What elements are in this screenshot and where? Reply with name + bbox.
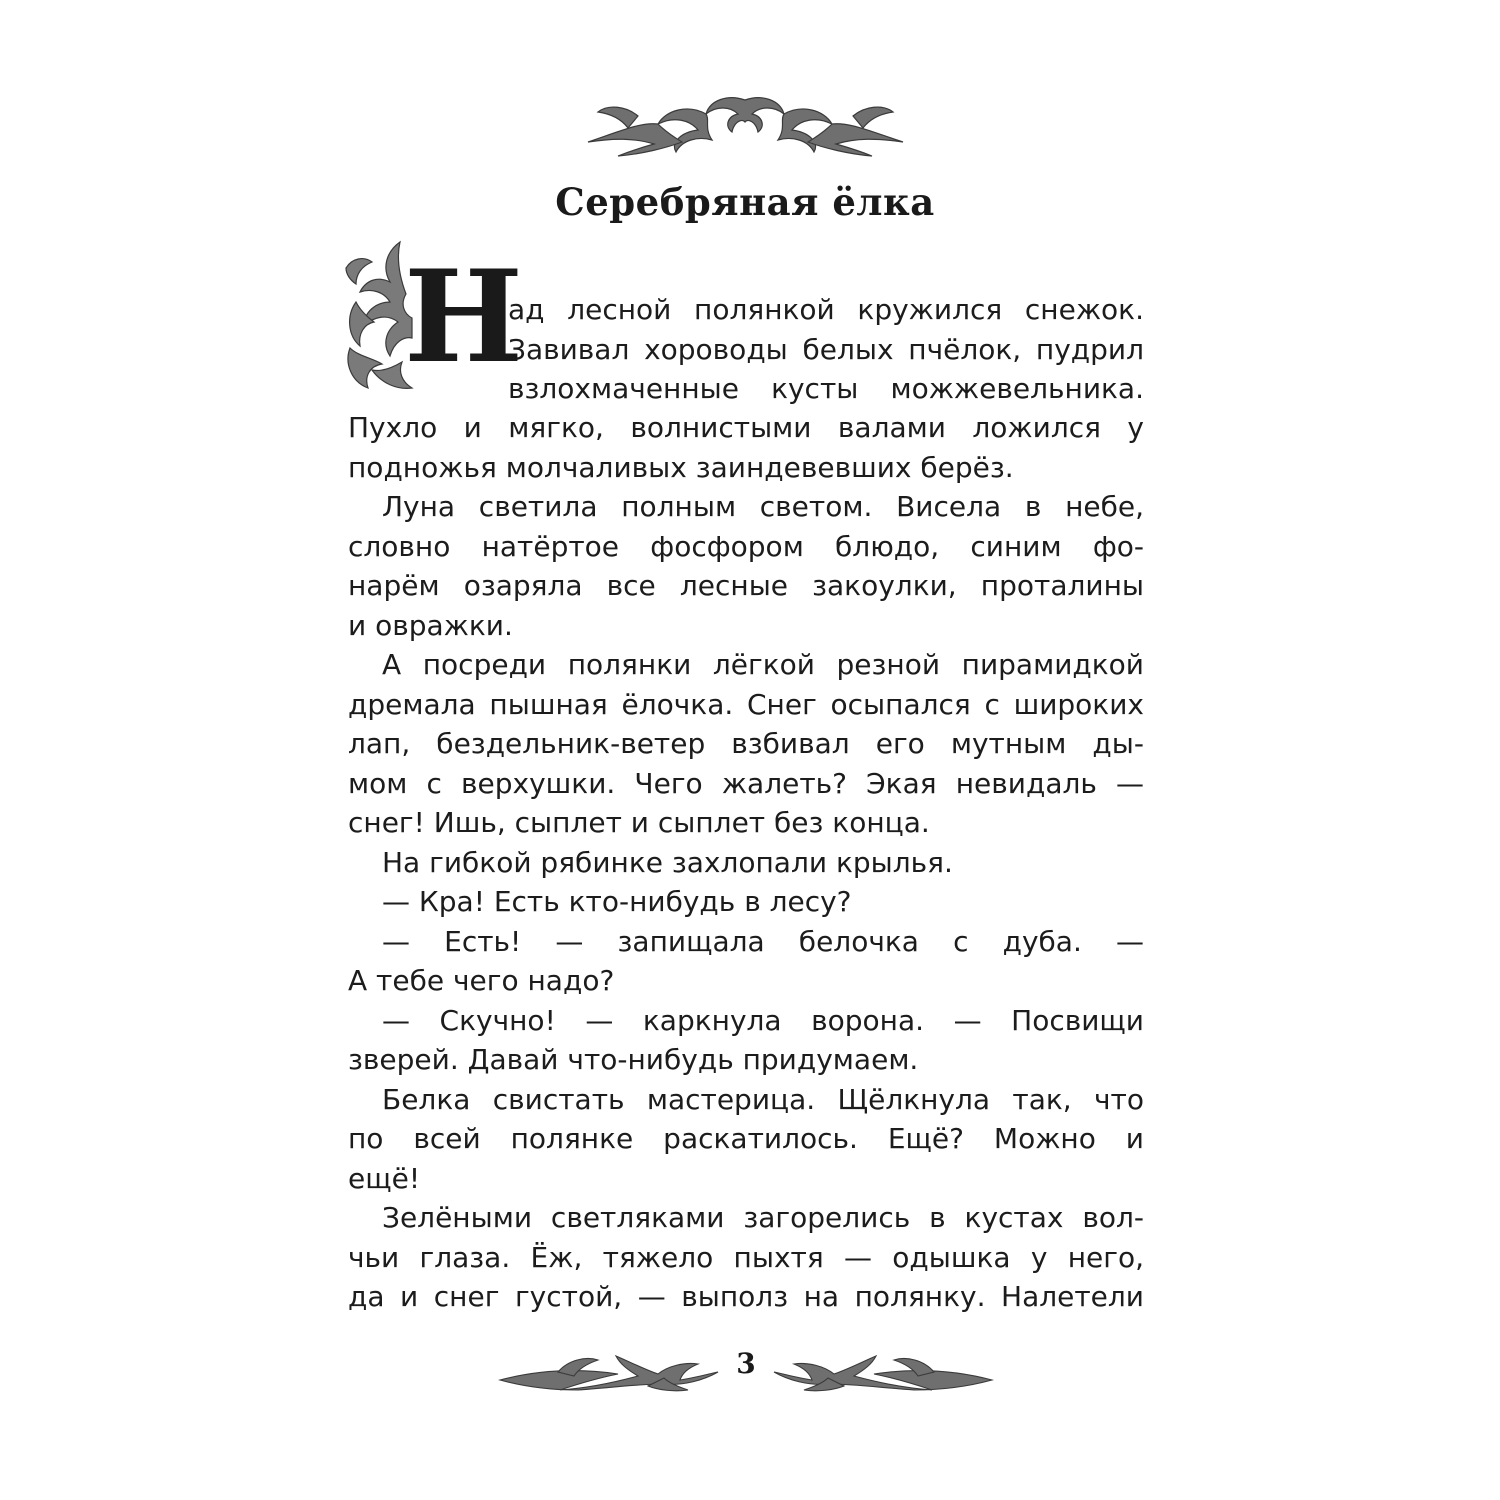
text-line: ад лесной полянкой кружился снежок. [508,293,1144,326]
text-line: мом с верхушки. Чего жалеть? Экая невидаль — [348,766,1144,800]
text-line: Луна светила полным светом. Висела в небе, [382,490,1144,523]
text-line: — Кра! Есть кто-нибудь в лесу? [382,885,852,918]
text-line: зверей. Давай что-нибудь придумаем. [348,1043,919,1076]
text-line: — Скучно! — каркнула ворона. — Посвищи [382,1003,1144,1037]
text-line: словно натёртое фосфором блюдо, синим фо- [348,529,1144,563]
text-line: да и снег густой, — выполз на полянку. Налетели [348,1280,1144,1313]
text-line: А тебе чего надо? [348,964,615,997]
text-line: нарём озаряла все лесные закоулки, проталины [348,569,1144,602]
text-line: снег! Ишь, сыплет и сыплет без конца. [348,806,930,839]
bottom-left-flourish [498,1350,720,1394]
opening-paragraph [508,290,1144,409]
text-line: чьи глаза. Ёж, тяжело пыхтя — одышка у него, [348,1240,1144,1274]
page-number: 3 [736,1347,756,1380]
text-line: — Есть! — запищала белочка с дуба. — [382,924,1144,958]
text-line: Пухло и мягко, волнистыми валами ложился у [348,411,1144,444]
text-line: дремала пышная ёлочка. Снег осыпался с широких [348,687,1144,721]
text-line: по всей полянке раскатилось. Ещё? Можно и [348,1122,1144,1155]
top-flourish-ornament [578,92,913,158]
bottom-right-flourish [772,1350,994,1394]
text-line: Завивал хороводы белых пчёлок, пудрил [508,332,1144,366]
text-line: ещё! [348,1161,421,1195]
chapter-title: Серебряная ёлка [555,180,935,224]
text-line: и овражки. [348,608,513,642]
text-line: А посреди полянки лёгкой резной пирамидкой [382,648,1144,681]
text-line: Зелёными светляками загорелись в кустах вол- [382,1201,1144,1234]
text-line: взлохмаченные кусты можжевельника. [508,372,1144,405]
text-line: Белка свистать мастерица. Щёлкнула так, что [382,1082,1144,1116]
text-line: лап, бездельник-ветер взбивал его мутным ды- [348,727,1144,760]
drop-cap-letter: Н [404,243,524,391]
text-line: На гибкой рябинке захлопали крылья. [382,845,953,879]
body-text [348,408,1144,1317]
text-line: подножья молчаливых заиндевевших берёз. [348,450,1014,484]
